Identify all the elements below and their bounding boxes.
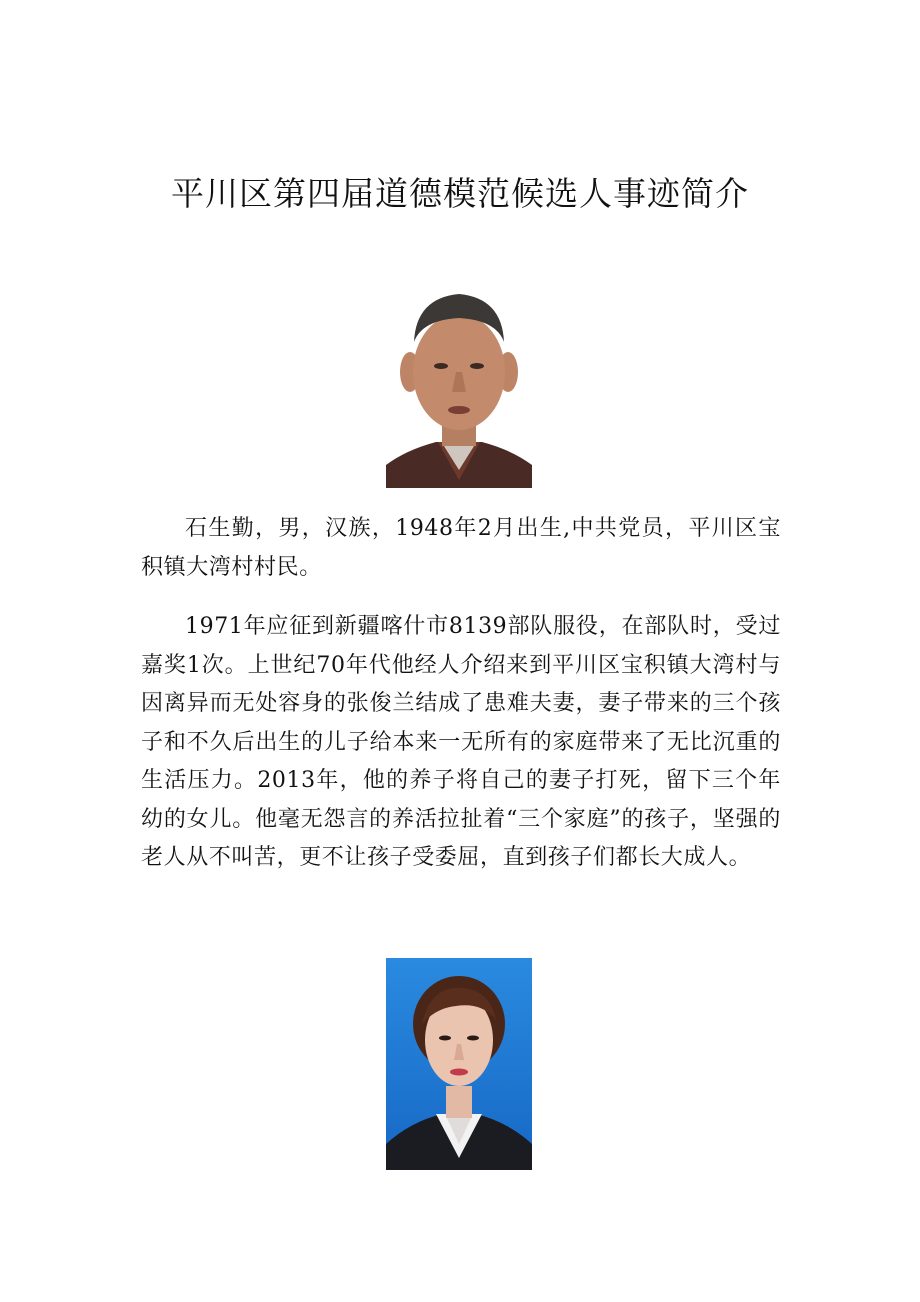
portrait-photo-elderly-man	[386, 280, 532, 488]
page-title: 平川区第四届道德模范候选人事迹简介	[171, 174, 749, 213]
paragraph-deeds: 1971年应征到新疆喀什市8139部队服役，在部队时，受过嘉奖1次。上世纪70年代他经人介绍来到平川区宝积镇大湾村与因离异而无处容身的张俊兰结成了患难夫妻，妻子带来的三个孩子和不久后出生的儿子给本来一无所有的家庭带来了无比沉重的生活压力。2013年，他的养子将自己的妻子打死，留下三个年幼的女儿。他毫无怨言的养活拉扯着“三个家庭”的孩子，坚强的老人从不叫苦，更不让孩子受委屈，直到孩子们都长大成人。	[141, 614, 781, 870]
portrait-illustration-2	[386, 958, 532, 1170]
portrait-photo-woman	[386, 958, 532, 1170]
paragraph-intro: 石生勤，男，汉族，1948年2月出生,中共党员，平川区宝积镇大湾村村民。	[141, 516, 781, 580]
portrait-illustration	[386, 280, 532, 488]
